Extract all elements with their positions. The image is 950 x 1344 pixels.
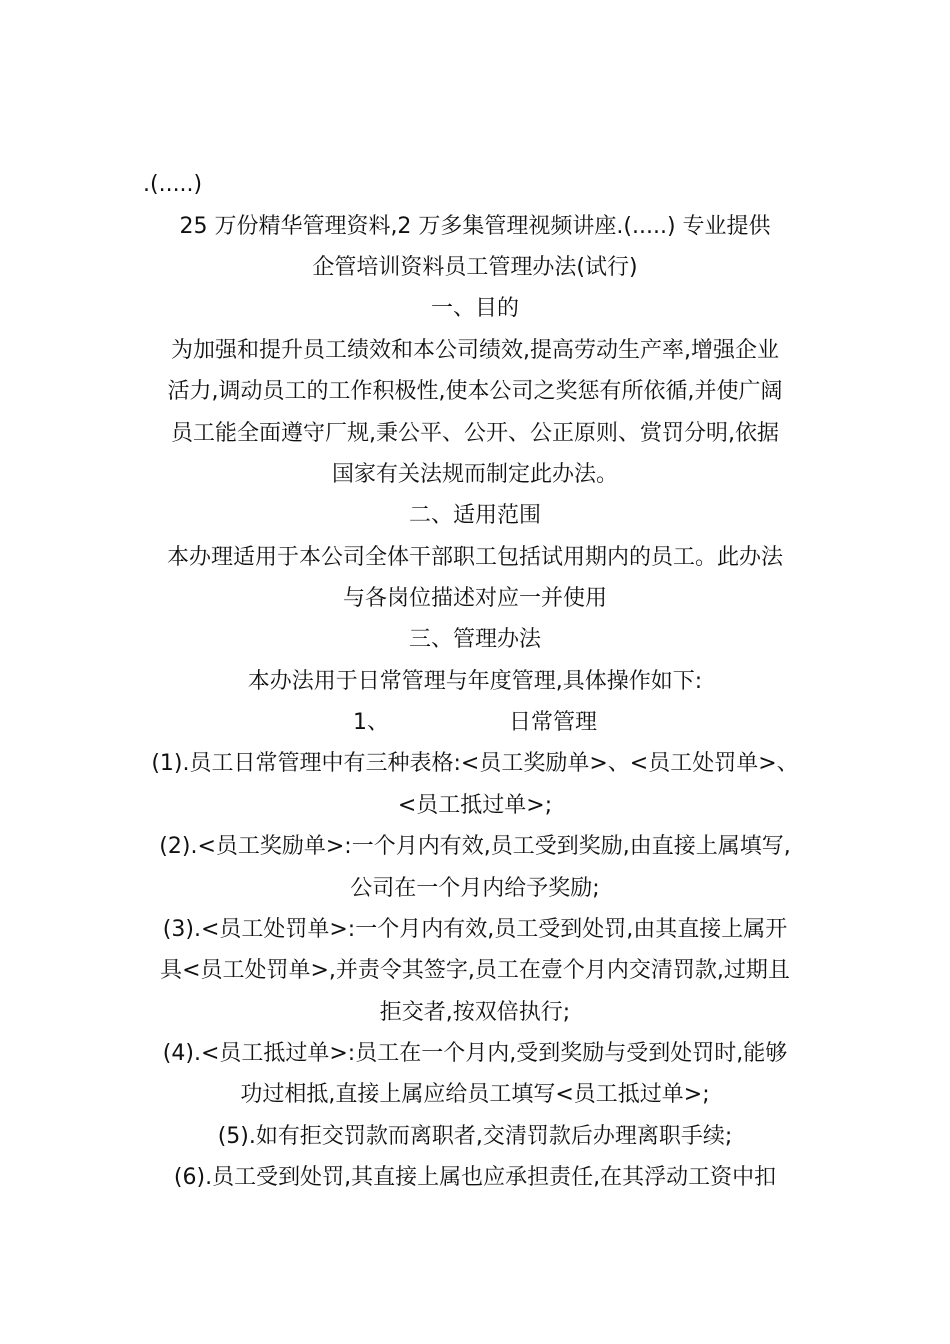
rule-4-line-2: 功过相抵,直接上属应给员工填写<员工抵过单>; <box>240 1082 710 1107</box>
section-heading-scope: 二、适用范围 <box>408 503 541 528</box>
management-intro: 本办法用于日常管理与年度管理,具体操作如下: <box>247 669 703 694</box>
purpose-paragraph-line-2: 活力,调动员工的工作积极性,使本公司之奖惩有所依循,并使广阔 <box>167 379 783 404</box>
scope-paragraph-line-1: 本办理适用于本公司全体干部职工包括试用期内的员工。此办法 <box>166 545 783 570</box>
subsection-daily-management <box>0 703 950 743</box>
section-heading-management: 三、管理办法 <box>408 627 541 652</box>
subsection-number: 1、 <box>352 710 389 735</box>
scope-paragraph-line-2: 与各岗位描述对应一并使用 <box>342 586 607 611</box>
rule-6-line-1: (6).员工受到处罚,其直接上属也应承担责任,在其浮动工资中扣 <box>173 1165 777 1190</box>
rule-3-line-1: (3).<员工处罚单>:一个月内有效,员工受到处罚,由其直接上属开 <box>162 917 788 942</box>
rule-2-line-1: (2).<员工奖励单>:一个月内有效,员工受到奖励,由直接上属填写, <box>159 834 791 859</box>
subsection-title: 日常管理 <box>508 710 597 735</box>
purpose-paragraph-line-4: 国家有关法规而制定此办法。 <box>331 462 618 487</box>
rule-1-line-1: (1).员工日常管理中有三种表格:<员工奖励单>、<员工处罚单>、 <box>151 751 799 776</box>
rule-3-line-2: 具<员工处罚单>,并责令其签字,员工在壹个月内交清罚款,过期且 <box>160 958 790 983</box>
rule-5: (5).如有拒交罚款而离职者,交清罚款后办理离职手续; <box>217 1124 733 1149</box>
purpose-paragraph-line-1: 为加强和提升员工绩效和本公司绩效,提高劳动生产率,增强企业 <box>171 338 779 363</box>
rule-2-line-2: 公司在一个月内给予奖励; <box>350 876 600 901</box>
section-heading-purpose: 一、目的 <box>430 296 519 321</box>
promo-line: 25 万份精华管理资料,2 万多集管理视频讲座.(.....) 专业提供 <box>179 214 771 239</box>
rule-1-line-2: <员工抵过单>; <box>397 793 553 818</box>
purpose-paragraph-line-3: 员工能全面遵守厂规,秉公平、公开、公正原则、赏罚分明,依据 <box>171 421 779 446</box>
header-dots: .(.....) <box>143 172 203 197</box>
rule-4-line-1: (4).<员工抵过单>:员工在一个月内,受到奖励与受到处罚时,能够 <box>162 1041 788 1066</box>
rule-3-line-3: 拒交者,按双倍执行; <box>379 1000 571 1025</box>
document-title: 企管培训资料员工管理办法(试行) <box>312 255 638 280</box>
